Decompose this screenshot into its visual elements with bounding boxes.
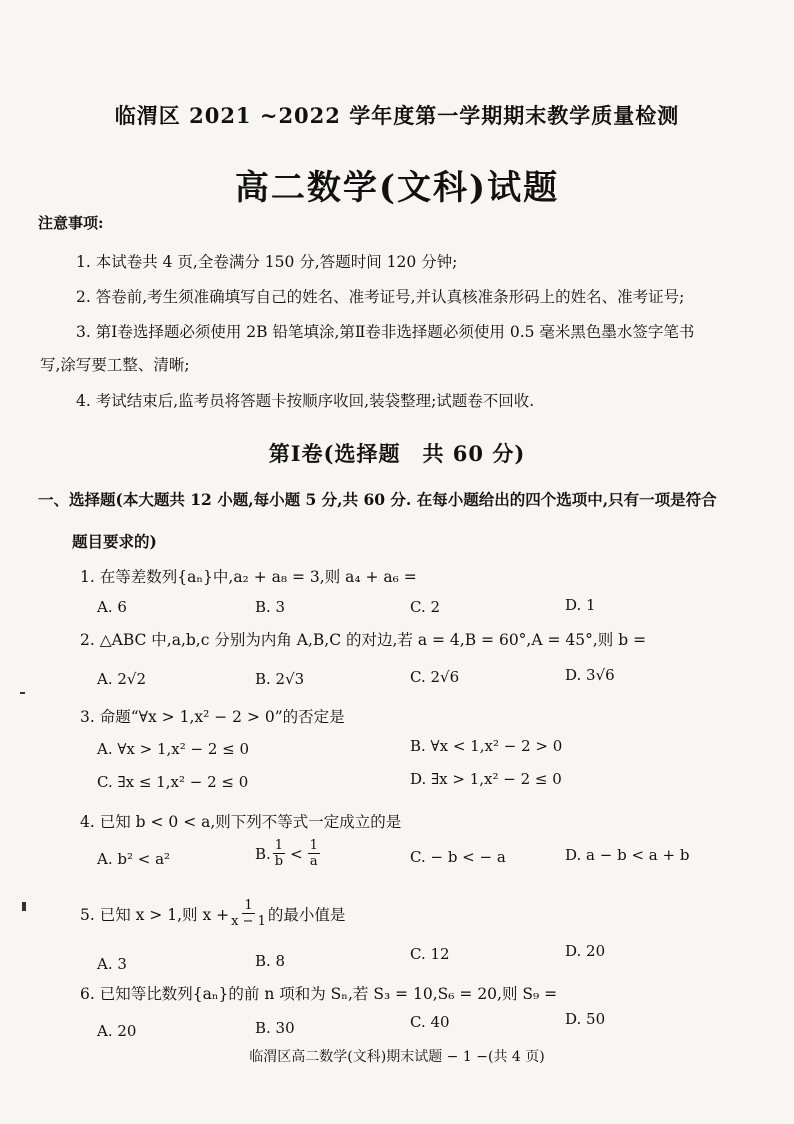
question-5-stem-after: 的最小值是 [267,905,346,924]
question-4-option-b [255,838,322,869]
question-6-stem: 6. 已知等比数列{aₙ}的前 n 项和为 Sₙ,若 S₃ = 10,S₆ = 20,则 S₉ = [80,985,558,1003]
notes-heading: 注意事项: [38,214,104,232]
note-item-2: 2. 答卷前,考生须准确填写自己的姓名、准考证号,并认真核准条形码上的姓名、准考证号; [76,288,685,306]
subject-title: 高二数学(文科)试题 [234,168,560,208]
part-intro-line-1: 一、选择题(本大题共 12 小题,每小题 5 分,共 60 分. 在每小题给出的四个选项中,只有一项是符合 [38,490,717,509]
question-6-option-c: C. 40 [410,1013,450,1031]
question-5-option-d: D. 20 [565,942,606,960]
question-3-stem: 3. 命题“∀x > 1,x² − 2 > 0”的否定是 [80,708,345,726]
question-5-stem [80,898,345,929]
fraction-denominator: x − 1 [231,914,266,929]
question-5-option-c: C. 12 [410,945,450,963]
scan-speck [22,902,26,911]
part-intro-line-2: 题目要求的) [72,532,157,551]
question-5-option-a: A. 3 [97,955,127,973]
question-2-option-d: D. 3√6 [565,666,615,684]
question-6-option-b: B. 30 [255,1019,295,1037]
question-1-option-b: B. 3 [255,598,286,616]
exam-header-title: 临渭区 2021 ~2022 学年度第一学期期末教学质量检测 [114,103,680,128]
question-1-option-d: D. 1 [565,596,596,614]
fraction-one-over-a [308,838,320,869]
question-1-option-c: C. 2 [410,598,441,616]
question-6-option-a: A. 20 [97,1022,137,1040]
less-than-sign: < [290,844,303,863]
question-6-option-d: D. 50 [565,1010,606,1028]
note-item-1: 1. 本试卷共 4 页,全卷满分 150 分,答题时间 120 分钟; [76,253,458,271]
page-footer: 临渭区高二数学(文科)期末试题 − 1 −(共 4 页) [249,1049,545,1065]
question-5-option-b: B. 8 [255,952,286,970]
fraction-numerator: 1 [244,898,253,913]
section-title: 第Ⅰ卷(选择题 共 60 分) [268,441,526,466]
question-4-stem: 4. 已知 b < 0 < a,则下列不等式一定成立的是 [80,813,402,831]
question-3-option-c: C. ∃x ≤ 1,x² − 2 ≤ 0 [97,773,249,791]
question-4-option-c: C. − b < − a [410,848,506,866]
question-2-option-a: A. 2√2 [97,670,147,688]
note-item-3-cont: 写,涂写要工整、清晰; [40,356,190,374]
question-2-stem: 2. △ABC 中,a,b,c 分别为内角 A,B,C 的对边,若 a = 4,B = 60°,A = 45°,则 b = [80,631,647,649]
question-3-option-a: A. ∀x > 1,x² − 2 ≤ 0 [97,740,250,758]
question-2-option-b: B. 2√3 [255,670,305,688]
fraction-one-over-b [273,838,285,869]
note-item-4: 4. 考试结束后,监考员将答题卡按顺序收回,装袋整理;试题卷不回收. [76,392,535,410]
option-b-label: B. [255,844,271,863]
fraction-denominator: b [274,854,284,869]
question-4-option-a: A. b² < a² [97,850,171,868]
question-3-option-d: D. ∃x > 1,x² − 2 ≤ 0 [410,770,562,788]
question-3-option-b: B. ∀x < 1,x² − 2 > 0 [410,737,563,755]
fraction-numerator: 1 [274,838,284,853]
question-5-stem-before: 5. 已知 x > 1,则 x + [80,905,230,924]
question-2-option-c: C. 2√6 [410,668,460,686]
scan-speck [20,692,25,694]
fraction-numerator: 1 [309,838,318,853]
note-item-3: 3. 第Ⅰ卷选择题必须使用 2B 铅笔填涂,第Ⅱ卷非选择题必须使用 0.5 毫米黑色墨水签字笔书 [76,323,695,341]
fraction-one-over-x-minus-one [231,898,266,929]
question-1-stem: 1. 在等差数列{aₙ}中,a₂ + a₈ = 3,则 a₄ + a₆ = [80,568,417,586]
fraction-denominator: a [309,854,318,869]
question-4-option-d: D. a − b < a + b [565,846,690,864]
question-1-option-a: A. 6 [97,598,127,616]
